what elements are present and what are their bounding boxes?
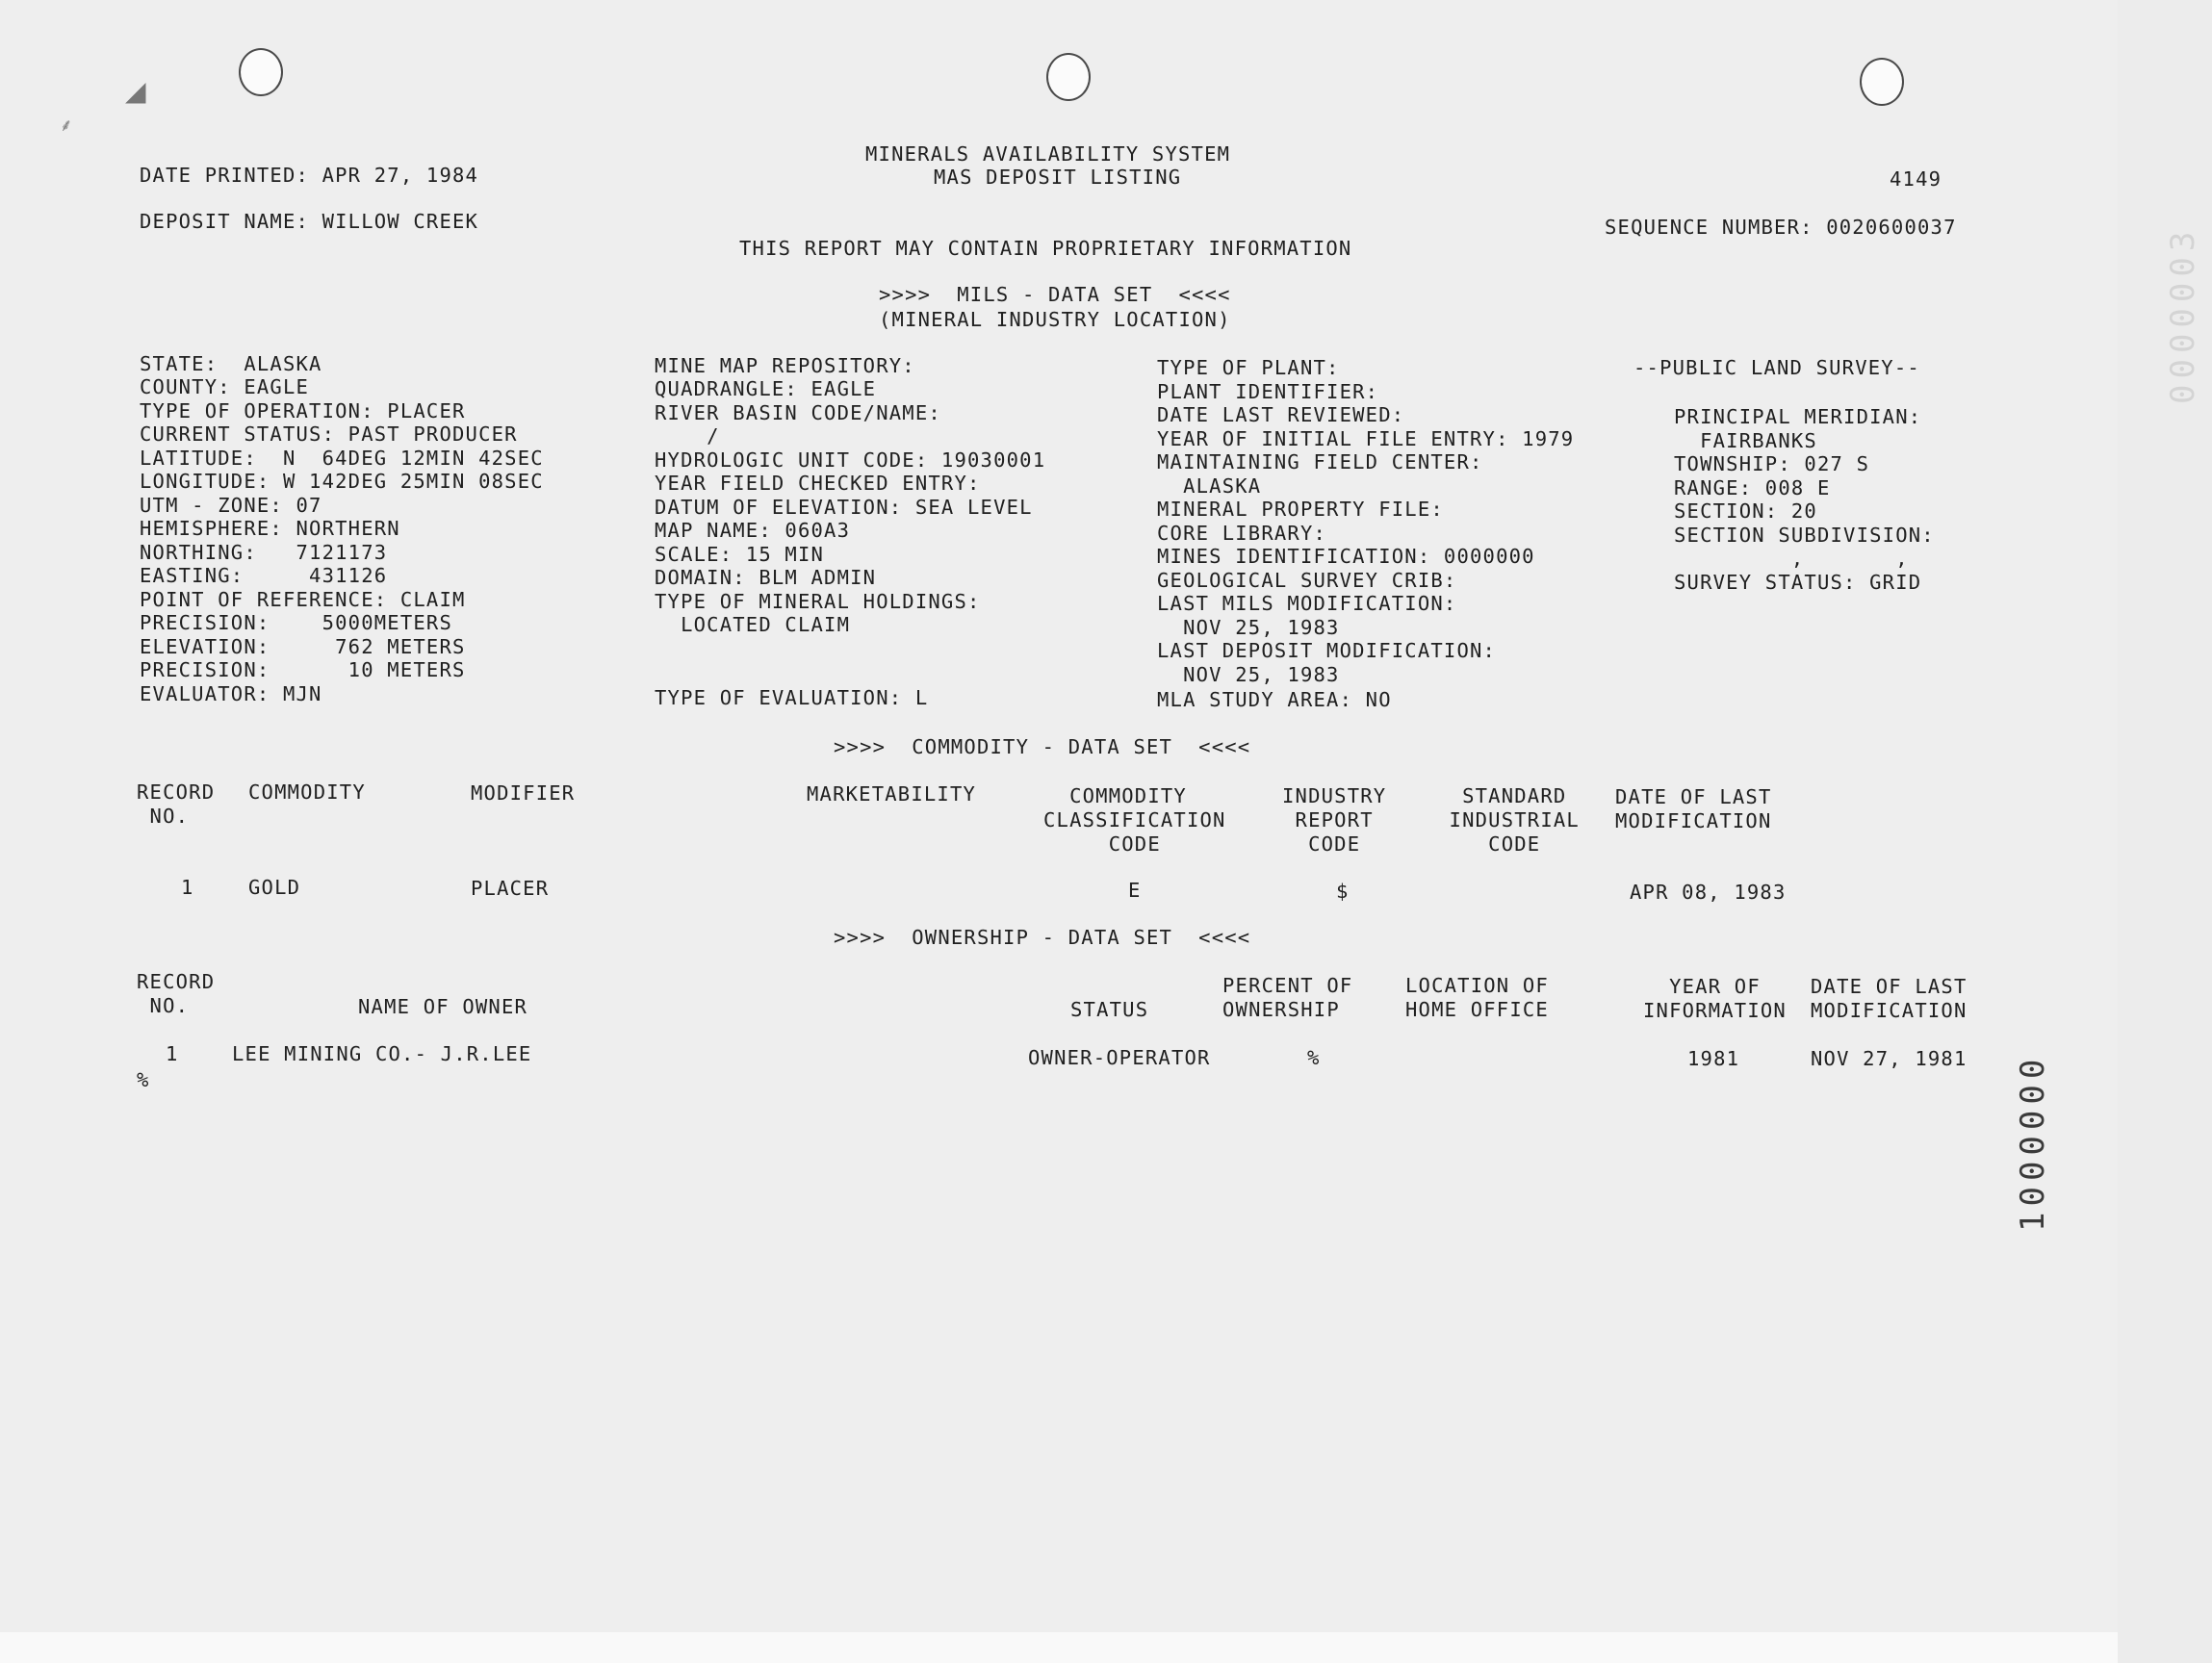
last-deposit-mod-value: NOV 25, 1983 bbox=[1157, 663, 1340, 686]
state-field: STATE: ALASKA bbox=[140, 352, 322, 375]
field-center-value: ALASKA bbox=[1157, 474, 1262, 498]
date-last-reviewed-field: DATE LAST REVIEWED: bbox=[1157, 403, 1405, 426]
date-printed: DATE PRINTED: APR 27, 1984 bbox=[140, 164, 479, 187]
commodity-col-sic-3: CODE bbox=[1436, 832, 1541, 856]
hemisphere-field: HEMISPHERE: NORTHERN bbox=[140, 517, 400, 540]
ownership-row-percent: % bbox=[1307, 1046, 1321, 1069]
evaluation-type-field: TYPE OF EVALUATION: L bbox=[655, 686, 929, 709]
elevation-field: ELEVATION: 762 METERS bbox=[140, 635, 466, 658]
last-mils-mod-field: LAST MILS MODIFICATION: bbox=[1157, 592, 1457, 615]
commodity-col-modifier: MODIFIER bbox=[471, 781, 576, 805]
deposit-name: DEPOSIT NAME: WILLOW CREEK bbox=[140, 210, 479, 233]
river-basin-value: / bbox=[655, 424, 720, 448]
proprietary-notice: THIS REPORT MAY CONTAIN PROPRIETARY INFORMATION bbox=[739, 237, 1352, 260]
domain-field: DOMAIN: BLM ADMIN bbox=[655, 566, 877, 589]
ownership-col-status: STATUS bbox=[1070, 998, 1149, 1021]
plant-type-field: TYPE OF PLANT: bbox=[1157, 356, 1340, 379]
mils-heading: >>>> MILS - DATA SET <<<< bbox=[879, 283, 1231, 306]
listing-title: MAS DEPOSIT LISTING bbox=[934, 166, 1182, 189]
commodity-row-date: APR 08, 1983 bbox=[1630, 881, 1787, 904]
commodity-col-commodity: COMMODITY bbox=[248, 780, 366, 804]
river-basin-field: RIVER BASIN CODE/NAME: bbox=[655, 401, 941, 424]
last-mils-mod-value: NOV 25, 1983 bbox=[1157, 616, 1340, 639]
commodity-col-sic-1: STANDARD bbox=[1436, 784, 1567, 807]
ownership-col-percent-2: OWNERSHIP bbox=[1222, 998, 1340, 1021]
core-library-field: CORE LIBRARY: bbox=[1157, 522, 1327, 545]
latitude-field: LATITUDE: N 64DEG 12MIN 42SEC bbox=[140, 447, 544, 470]
mine-map-repository-field: MINE MAP REPOSITORY: bbox=[655, 354, 915, 377]
ownership-col-year-1: YEAR OF bbox=[1643, 975, 1761, 998]
operation-type-field: TYPE OF OPERATION: PLACER bbox=[140, 399, 466, 422]
commodity-row-industry-code: $ bbox=[1336, 880, 1350, 903]
reference-point-field: POINT OF REFERENCE: CLAIM bbox=[140, 588, 466, 611]
page-number: 4149 bbox=[1890, 167, 1942, 191]
plant-identifier-field: PLANT IDENTIFIER: bbox=[1157, 380, 1379, 403]
mines-id-field: MINES IDENTIFICATION: 0000000 bbox=[1157, 545, 1535, 568]
commodity-col-date-1: DATE OF LAST bbox=[1615, 785, 1772, 808]
northing-field: NORTHING: 7121173 bbox=[140, 541, 388, 564]
paper-bottom-edge bbox=[0, 1632, 2118, 1663]
mineral-holdings-field: TYPE OF MINERAL HOLDINGS: bbox=[655, 590, 981, 613]
section-subdivision-field: SECTION SUBDIVISION: bbox=[1674, 524, 1935, 547]
elevation-datum-field: DATUM OF ELEVATION: SEA LEVEL bbox=[655, 496, 1033, 519]
precision-elevation-field: PRECISION: 10 METERS bbox=[140, 658, 466, 681]
field-center-field: MAINTAINING FIELD CENTER: bbox=[1157, 450, 1483, 473]
ownership-col-year-2: INFORMATION bbox=[1643, 999, 1787, 1022]
ownership-row-date: NOV 27, 1981 bbox=[1811, 1047, 1968, 1070]
survey-crib-field: GEOLOGICAL SURVEY CRIB: bbox=[1157, 569, 1457, 592]
commodity-heading: >>>> COMMODITY - DATA SET <<<< bbox=[834, 735, 1251, 758]
commodity-col-industry-1: INDUSTRY bbox=[1282, 784, 1387, 807]
ownership-col-date-1: DATE OF LAST bbox=[1811, 975, 1968, 998]
ownership-col-location-2: HOME OFFICE bbox=[1405, 998, 1549, 1021]
mineral-holdings-value: LOCATED CLAIM bbox=[655, 613, 851, 636]
mils-subheading: (MINERAL INDUSTRY LOCATION) bbox=[879, 308, 1231, 331]
commodity-col-industry-3: CODE bbox=[1282, 832, 1361, 856]
precision-location-field: PRECISION: 5000METERS bbox=[140, 611, 453, 634]
range-field: RANGE: 008 E bbox=[1674, 476, 1831, 499]
principal-meridian-field: PRINCIPAL MERIDIAN: bbox=[1674, 405, 1922, 428]
ownership-col-record-no: NO. bbox=[137, 994, 190, 1017]
ink-mark: ◢ bbox=[125, 75, 146, 107]
trailing-percent-mark: % bbox=[137, 1068, 150, 1091]
ownership-row-record-no: 1 bbox=[166, 1042, 179, 1065]
commodity-row-record-no: 1 bbox=[181, 876, 194, 899]
sequence-number: SEQUENCE NUMBER: 0020600037 bbox=[1605, 216, 1957, 239]
commodity-col-classification-3: CODE bbox=[1043, 832, 1161, 856]
scale-field: SCALE: 15 MIN bbox=[655, 543, 825, 566]
evaluator-field: EVALUATOR: MJN bbox=[140, 682, 322, 705]
last-deposit-mod-field: LAST DEPOSIT MODIFICATION: bbox=[1157, 639, 1497, 662]
easting-field: EASTING: 431126 bbox=[140, 564, 388, 587]
ownership-col-record: RECORD bbox=[137, 970, 216, 993]
ink-smudge: ⸙ bbox=[60, 115, 73, 136]
commodity-row-classification: E bbox=[1128, 879, 1142, 902]
hydrologic-unit-field: HYDROLOGIC UNIT CODE: 19030001 bbox=[655, 448, 1046, 472]
ownership-row-status: OWNER-OPERATOR bbox=[1028, 1046, 1211, 1069]
principal-meridian-value: FAIRBANKS bbox=[1674, 429, 1817, 452]
township-field: TOWNSHIP: 027 S bbox=[1674, 452, 1870, 475]
map-name-field: MAP NAME: 060A3 bbox=[655, 519, 851, 542]
punch-hole-center bbox=[1046, 53, 1091, 101]
survey-status-field: SURVEY STATUS: GRID bbox=[1674, 571, 1922, 594]
punch-hole-right bbox=[1860, 58, 1904, 106]
ownership-row-year: 1981 bbox=[1687, 1047, 1740, 1070]
quadrangle-field: QUADRANGLE: EAGLE bbox=[655, 377, 877, 400]
mla-study-area-field: MLA STUDY AREA: NO bbox=[1157, 688, 1392, 711]
commodity-col-classification-1: COMMODITY bbox=[1043, 784, 1187, 807]
utm-zone-field: UTM - ZONE: 07 bbox=[140, 494, 322, 517]
commodity-col-date-2: MODIFICATION bbox=[1615, 809, 1772, 832]
ownership-col-date-2: MODIFICATION bbox=[1811, 999, 1968, 1022]
section-field: SECTION: 20 bbox=[1674, 499, 1817, 523]
ownership-row-name: LEE MINING CO.- J.R.LEE bbox=[232, 1042, 532, 1065]
current-status-field: CURRENT STATUS: PAST PRODUCER bbox=[140, 422, 518, 446]
initial-entry-year-field: YEAR OF INITIAL FILE ENTRY: 1979 bbox=[1157, 427, 1575, 450]
field-checked-year-field: YEAR FIELD CHECKED ENTRY: bbox=[655, 472, 981, 495]
section-subdivision-value: , , bbox=[1674, 547, 1909, 570]
punch-hole-left bbox=[239, 48, 283, 96]
commodity-col-classification-2: CLASSIFICATION bbox=[1043, 808, 1226, 832]
ownership-heading: >>>> OWNERSHIP - DATA SET <<<< bbox=[834, 926, 1251, 949]
ownership-col-percent-1: PERCENT OF bbox=[1222, 974, 1353, 997]
mineral-property-file-field: MINERAL PROPERTY FILE: bbox=[1157, 498, 1444, 521]
ownership-col-name: NAME OF OWNER bbox=[358, 995, 528, 1018]
margin-stamp-number: 1000000 bbox=[2014, 1053, 2052, 1232]
commodity-col-sic-2: INDUSTRIAL bbox=[1436, 808, 1580, 832]
commodity-row-modifier: PLACER bbox=[471, 877, 550, 900]
commodity-col-industry-2: REPORT bbox=[1282, 808, 1374, 832]
system-title: MINERALS AVAILABILITY SYSTEM bbox=[865, 142, 1231, 166]
ownership-col-location-1: LOCATION OF bbox=[1405, 974, 1549, 997]
public-land-survey-heading: --PUBLIC LAND SURVEY-- bbox=[1633, 356, 1920, 379]
commodity-col-marketability: MARKETABILITY bbox=[807, 782, 977, 806]
commodity-row-commodity: GOLD bbox=[248, 876, 301, 899]
commodity-col-record-no: NO. bbox=[137, 805, 190, 828]
county-field: COUNTY: EAGLE bbox=[140, 375, 310, 398]
longitude-field: LONGITUDE: W 142DEG 25MIN 08SEC bbox=[140, 470, 544, 493]
margin-stamp-faint: 0000003 bbox=[2164, 225, 2202, 404]
commodity-col-record: RECORD bbox=[137, 780, 216, 804]
